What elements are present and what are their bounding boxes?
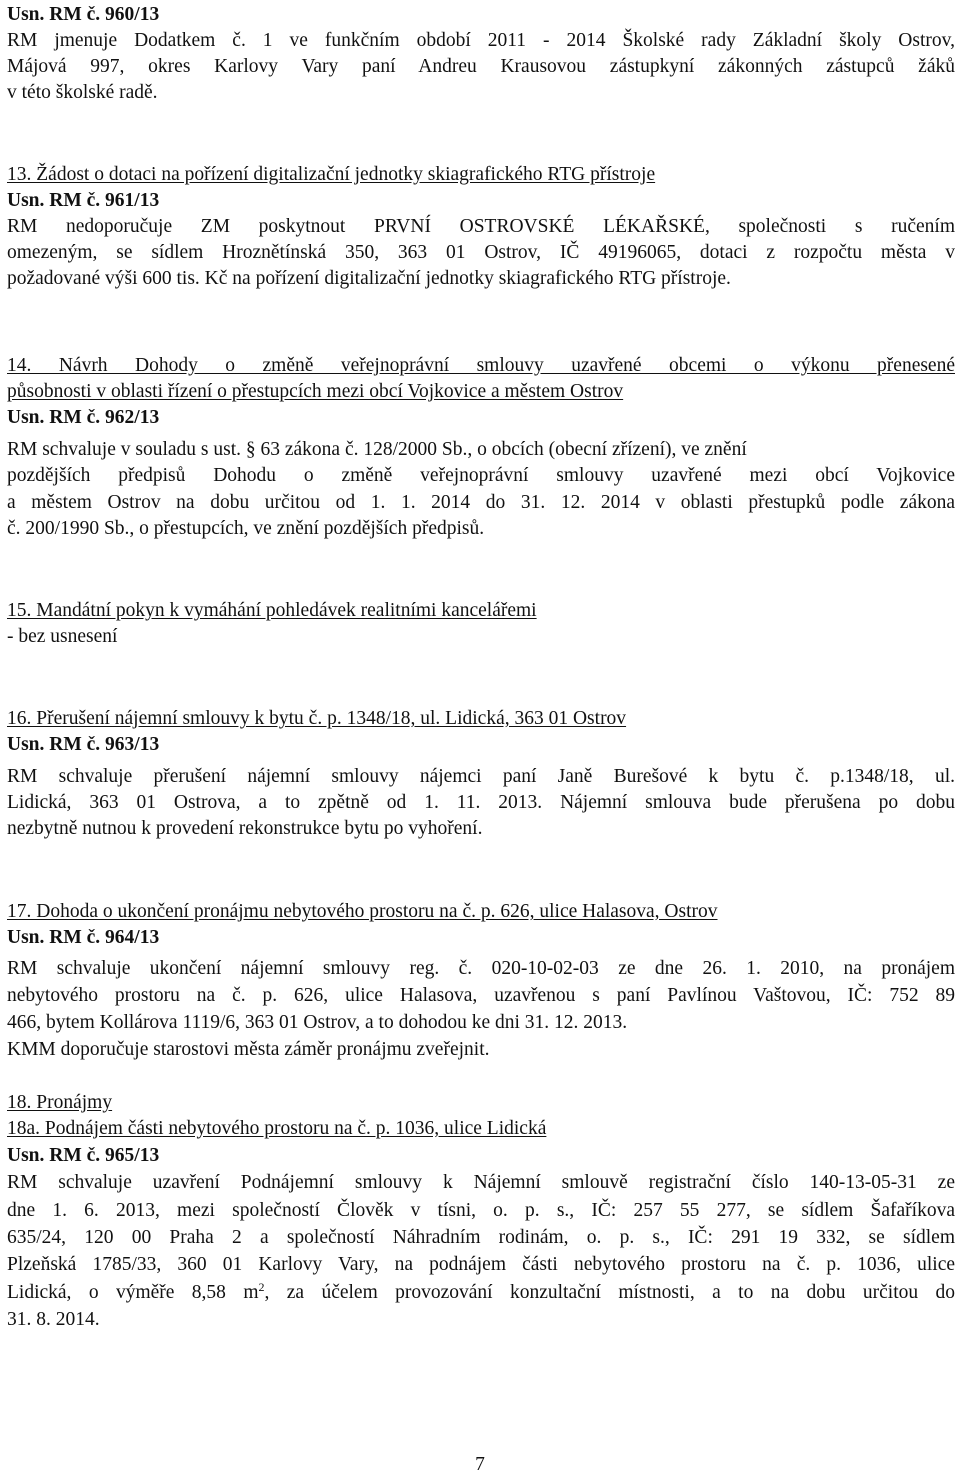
paragraph-line: RM schvaluje ukončení nájemní smlouvy reg. č. 020-10-02-03 ze dne 26. 1. 2010, na pronájem: [7, 958, 955, 979]
paragraph-line: RM schvaluje přerušení nájemní smlouvy nájemci paní Janě Burešové k bytu č. p.1348/18, ul.: [7, 766, 955, 787]
paragraph-line: požadované výši 600 tis. Kč na pořízení digitalizační jednotky skiagrafického RTG přístroje.: [7, 268, 731, 289]
agenda-heading-18: 18. Pronájmy: [7, 1092, 113, 1113]
paragraph-line: Lidická, 363 01 Ostrova, a to zpětně od 1. 11. 2013. Nájemní smlouva bude přerušena po dobu: [7, 792, 955, 813]
paragraph-line: nebytového prostoru na č. p. 626, ulice Halasova, uzavřenou s paní Pavlínou Vaštovou, IČ: 752 89: [7, 985, 955, 1006]
paragraph-line: dne 1. 6. 2013, mezi společností Člověk v tísni, o. p. s., IČ: 257 55 277, se sídlem Šafaříkova: [7, 1200, 955, 1221]
paragraph-line: pozdějších předpisů Dohodu o změně veřejnoprávní smlouvy uzavřené mezi obcí Vojkovice: [7, 465, 955, 486]
paragraph-line: a městem Ostrov na dobu určitou od 1. 1. 2014 do 31. 12. 2014 v oblasti přestupků podle zákona: [7, 492, 955, 513]
paragraph-line: v této školské radě.: [7, 82, 158, 103]
area-exponent: 2: [258, 1280, 265, 1294]
paragraph-line: č. 200/1990 Sb., o přestupcích, ve znění pozdějších předpisů.: [7, 518, 485, 539]
resolution-number-960: Usn. RM č. 960/13: [7, 4, 160, 25]
resolution-number-962: Usn. RM č. 962/13: [7, 407, 160, 428]
resolution-number-965: Usn. RM č. 965/13: [7, 1145, 160, 1166]
agenda-heading-14: 14. Návrh Dohody o změně veřejnoprávní smlouvy uzavřené obcemi o výkonu přenesené: [7, 355, 955, 376]
no-resolution-note: - bez usnesení: [7, 626, 118, 647]
area-text-suffix: , za účelem provozování konzultační místnosti, a to na dobu určitou do: [264, 1282, 955, 1303]
area-text: Lidická, o výměře 8,58 m: [7, 1282, 259, 1303]
paragraph-line: 466, bytem Kollárova 1119/6, 363 01 Ostrov, a to dohodou ke dni 31. 12. 2013.: [7, 1012, 628, 1033]
paragraph-line: nezbytně nutnou k provedení rekonstrukce bytu po vyhoření.: [7, 818, 483, 839]
paragraph-line: Plzeňská 1785/33, 360 01 Karlovy Vary, na podnájem části nebytového prostoru na č. p. 1036, ulice: [7, 1254, 955, 1275]
agenda-heading-16: 16. Přerušení nájemní smlouvy k bytu č. p. 1348/18, ul. Lidická, 363 01 Ostrov: [7, 708, 627, 729]
agenda-heading-14-cont: působnosti v oblasti řízení o přestupcích mezi obcí Vojkovice a městem Ostrov: [7, 381, 624, 402]
resolution-number-964: Usn. RM č. 964/13: [7, 927, 160, 948]
page-number: 7: [475, 1454, 485, 1475]
paragraph-line: RM schvaluje uzavření Podnájemní smlouvy k Nájemní smlouvě registrační číslo 140-13-05-31 ze: [7, 1172, 955, 1193]
paragraph-line: omezeným, se sídlem Hroznětínská 350, 363 01 Ostrov, IČ 49196065, dotaci z rozpočtu města v: [7, 242, 955, 263]
paragraph-line-area: [7, 1280, 955, 1306]
resolution-number-963: Usn. RM č. 963/13: [7, 734, 160, 755]
paragraph-line: KMM doporučuje starostovi města záměr pronájmu zveřejnit.: [7, 1039, 490, 1060]
agenda-heading-17: 17. Dohoda o ukončení pronájmu nebytového prostoru na č. p. 626, ulice Halasova, Ostrov: [7, 901, 718, 922]
paragraph-line: RM jmenuje Dodatkem č. 1 ve funkčním období 2011 - 2014 Školské rady Základní školy Ostrov,: [7, 30, 955, 51]
agenda-heading-13: 13. Žádost o dotaci na pořízení digitalizační jednotky skiagrafického RTG přístroje: [7, 164, 656, 185]
paragraph-line: Májová 997, okres Karlovy Vary paní Andreu Krausovou zástupkyní zákonných zástupců žáků: [7, 56, 955, 77]
paragraph-line: RM nedoporučuje ZM poskytnout PRVNÍ OSTROVSKÉ LÉKAŘSKÉ, společnosti s ručením: [7, 216, 955, 237]
agenda-heading-15: 15. Mandátní pokyn k vymáhání pohledávek realitními kancelářemi: [7, 600, 537, 621]
paragraph-line: 31. 8. 2014.: [7, 1309, 100, 1330]
agenda-subheading-18a: 18a. Podnájem části nebytového prostoru na č. p. 1036, ulice Lidická: [7, 1118, 547, 1139]
resolution-number-961: Usn. RM č. 961/13: [7, 190, 160, 211]
paragraph-line: RM schvaluje v souladu s ust. § 63 zákona č. 128/2000 Sb., o obcích (obecní zřízení), ve znění: [7, 439, 747, 460]
paragraph-line: 635/24, 120 00 Praha 2 a společností Náhradním rodinám, o. p. s., IČ: 291 19 332, se sídlem: [7, 1227, 955, 1248]
